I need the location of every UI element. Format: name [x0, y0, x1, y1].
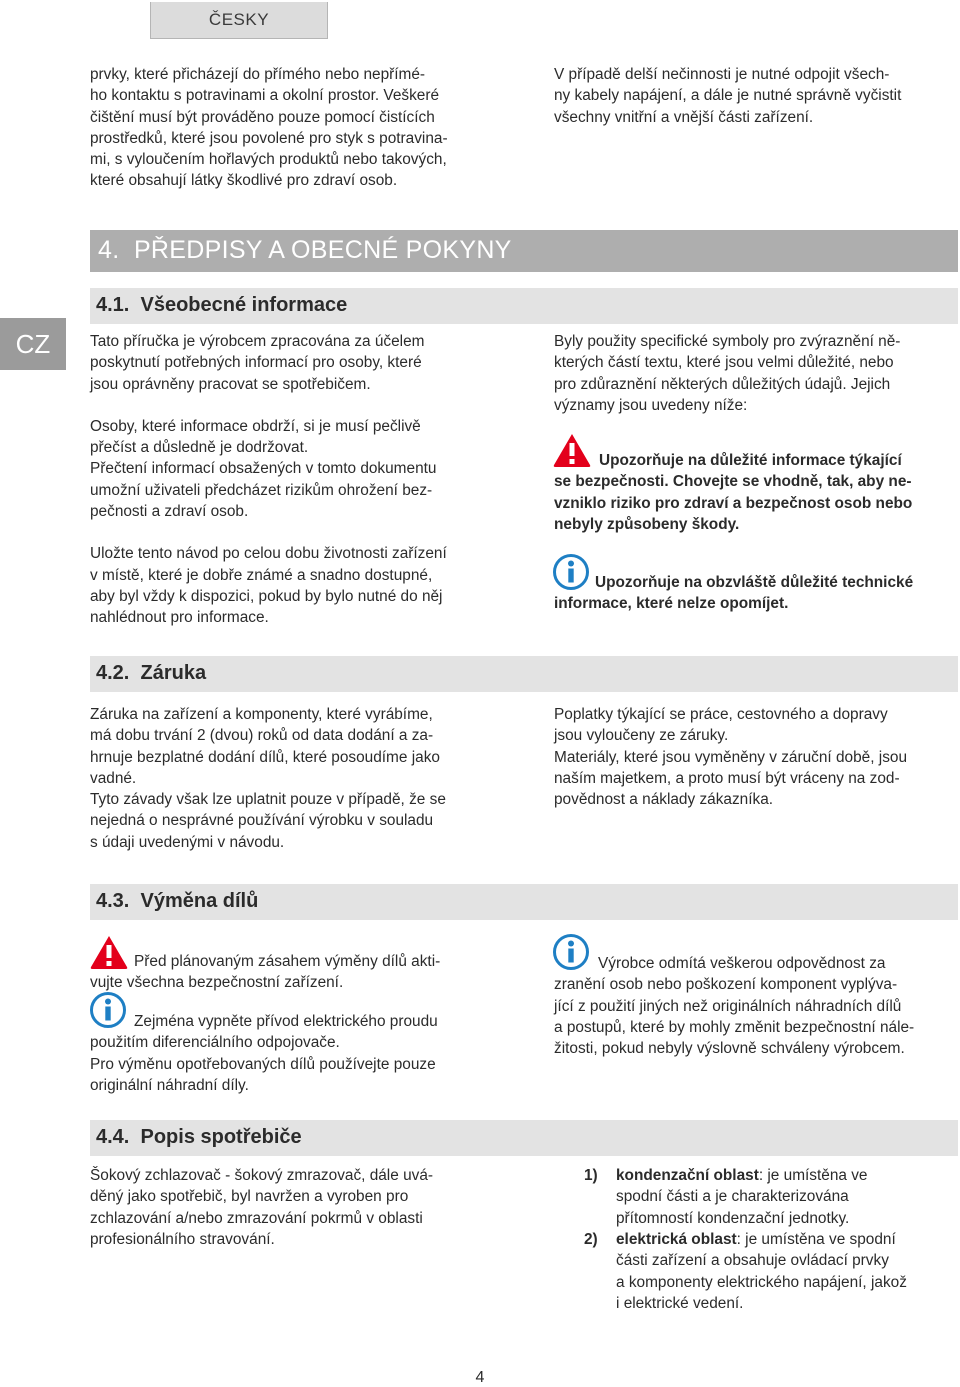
text-line: Záruka na zařízení a komponenty, které vyrábíme, — [90, 706, 433, 723]
text-line: mi, s vyloučením hořlavých produktů nebo takových, — [90, 151, 447, 169]
section-4-4-left — [90, 1165, 494, 1250]
list-text: spodní části a je charakterizována — [616, 1188, 849, 1206]
text-line: má dobu trvání 2 (dvou) roků od data dodání a za- — [90, 727, 434, 745]
info-line: použitím diferenciálního odpojovače. — [90, 1034, 340, 1052]
chapter-title — [98, 236, 512, 265]
text-line: nahlédnout pro informace. — [90, 609, 269, 627]
text-line: pro zdůraznění některých důležitých údajů. Jejich — [554, 375, 891, 393]
section-4-1-right — [554, 331, 958, 416]
text-line: přečíst a důsledně je dodržovat. — [90, 439, 309, 457]
paragraph — [90, 543, 494, 628]
section-4-3-title — [96, 890, 258, 913]
list-text: i elektrické vedení. — [616, 1294, 744, 1312]
text-line: děný jako spotřebič, byl navržen a vyroben pro — [90, 1188, 409, 1206]
text-line: Šokový zchlazovač - šokový zmrazovač, dále uvá- — [90, 1167, 434, 1184]
list-term: kondenzační oblast — [616, 1167, 759, 1184]
text-line: žitosti, pokud nebyly výslovně schváleny výrobcem. — [554, 1040, 905, 1058]
warning-line: Upozorňuje na důležité informace týkající — [599, 452, 902, 469]
text-line: Přečtení informací obsažených v tomto dokumentu — [90, 460, 437, 478]
text-line: jící z použití jiných než originálních náhradních dílů — [554, 997, 902, 1015]
section-title-text: Popis spotřebiče — [140, 1126, 302, 1148]
list-item-text — [616, 1229, 958, 1314]
info-line: informace, které nelze opomíjet. — [554, 595, 789, 613]
list-text: : je umístěna ve spodní — [736, 1231, 896, 1248]
text-line: prostředků, které jsou povolené pro styk s potravina- — [90, 129, 448, 147]
warning-line: se bezpečnosti. Chovejte se vhodně, tak, aby ne- — [554, 473, 912, 491]
intro-right-text — [554, 64, 958, 128]
list-text: a komponenty elektrického napájení, jakož — [616, 1273, 907, 1291]
text-line: poskytnutí potřebných informací pro osoby, které — [90, 354, 422, 372]
list-term: elektrická oblast — [616, 1231, 737, 1248]
text-line: všechny vnitřní a vnější části zařízení. — [554, 108, 814, 126]
text-line: kterých částí textu, které jsou velmi důležité, nebo — [554, 354, 894, 372]
info-line: Zejména vypněte přívod elektrického proudu — [134, 1013, 438, 1030]
text-line: a postupů, které by mohly změnit bezpečnostní nále- — [554, 1018, 915, 1036]
section-number: 4.3. — [96, 890, 130, 912]
section-4-2-left — [90, 704, 494, 853]
section-4-4-title — [96, 1126, 302, 1149]
text-line: jsou oprávněny pracovat se spotřebičem. — [90, 375, 371, 393]
section-4-2-right — [554, 704, 958, 810]
section-number: 4.2. — [96, 662, 130, 684]
info-note — [90, 1011, 494, 1096]
section-4-2-bar — [90, 656, 958, 692]
list-text: přítomností kondenzační jednotky. — [616, 1209, 850, 1227]
info-note — [554, 572, 958, 615]
chapter-number: 4. — [98, 236, 120, 264]
intro-right-column — [554, 64, 958, 128]
text-line: vadné. — [90, 769, 137, 787]
text-line: povědnost a náklady zákazníka. — [554, 791, 774, 809]
text-line: Materiály, které jsou vyměněny v záruční době, jsou — [554, 748, 908, 766]
text-line: pečnosti a zdraví osob. — [90, 503, 249, 521]
text-line: Tyto závady však lze uplatnit pouze v případě, že se — [90, 791, 446, 809]
warning-note — [90, 951, 494, 994]
chapter-title-text: PŘEDPISY A OBECNÉ POKYNY — [133, 236, 512, 264]
language-tab: ČESKY — [150, 2, 328, 39]
warning-line: nebyly způsobeny škody. — [554, 515, 740, 533]
paragraph — [90, 331, 494, 395]
section-title-text: Všeobecné informace — [140, 294, 348, 316]
section-4-3-right — [554, 953, 958, 1059]
warning-line: vzniklo riziko pro zdraví a bezpečnost osob nebo — [554, 494, 913, 512]
text-line: hrnuje bezplatné dodání dílů, které posoudíme jako — [90, 748, 440, 766]
text-line: naším majetkem, a proto musí být vráceny na zod- — [554, 769, 900, 787]
paragraph — [554, 704, 958, 810]
text-line: významy jsou uvedeny níže: — [554, 396, 748, 414]
text-line: aby byl vždy k dispozici, pokud by bylo nutné do něj — [90, 587, 443, 605]
list-number: 1) — [584, 1167, 598, 1184]
section-title-text: Výměna dílů — [140, 890, 259, 912]
section-number: 4.4. — [96, 1126, 130, 1148]
text-line: Tato příručka je výrobcem zpracována za účelem — [90, 333, 425, 350]
text-line: prvky, které přicházejí do přímého nebo nepřímé- — [90, 66, 426, 83]
warning-line: Před plánovaným zásahem výměny dílů akti- — [134, 953, 441, 970]
text-line: Osoby, které informace obdrží, si je musí pečlivě — [90, 417, 421, 435]
text-line: v místě, které je dobře známé a snadno dostupné, — [90, 566, 433, 584]
text-line: které obsahují látky škodlivé pro zdraví osob. — [90, 172, 398, 190]
text-line: čištění musí být prováděno pouze pomocí čistících — [90, 108, 435, 126]
intro-left-column — [90, 64, 490, 192]
list-text: : je umístěna ve — [758, 1167, 868, 1184]
intro-left-text — [90, 64, 490, 192]
component-list — [584, 1165, 958, 1315]
text-line: Poplatky týkající se práce, cestovného a dopravy — [554, 706, 888, 723]
warning-line: vujte všechna bezpečnostní zařízení. — [90, 974, 344, 992]
paragraph — [554, 331, 958, 416]
text-line: s údaji uvedenými v návodu. — [90, 833, 285, 851]
section-4-2-title — [96, 662, 206, 685]
section-4-1-title — [96, 294, 347, 317]
paragraph — [90, 416, 494, 522]
paragraph — [90, 704, 494, 853]
section-number: 4.1. — [96, 294, 130, 316]
text-line: jsou vyloučeny ze záruky. — [554, 727, 729, 745]
text-line: ny kabely napájení, a dále je nutné správně vyčistit — [554, 87, 902, 105]
info-line: Pro výměnu opotřebovaných dílů používejte pouze — [90, 1055, 436, 1073]
text-line: zranění osob nebo poškození komponent vyplýva- — [554, 976, 898, 994]
text-line: Výrobce odmítá veškerou odpovědnost za — [598, 955, 886, 972]
list-text: části zařízení a obsahuje ovládací prvky — [616, 1252, 889, 1270]
text-line: Byly použity specifické symboly pro zvýraznění ně- — [554, 333, 901, 350]
list-item-text — [616, 1165, 958, 1229]
section-4-1-left — [90, 331, 494, 629]
paragraph — [90, 1165, 494, 1250]
list-number: 2) — [584, 1231, 598, 1248]
text-line: nejedná o nesprávné používání výrobku v souladu — [90, 812, 434, 830]
text-line: V případě delší nečinnosti je nutné odpojit všech- — [554, 66, 890, 83]
text-line: zchlazování a/nebo zmrazování pokrmů v oblasti — [90, 1209, 423, 1227]
info-line: originální náhradní díly. — [90, 1076, 249, 1094]
info-line: Upozorňuje na obzvláště důležité technické — [595, 574, 914, 591]
section-title-text: Záruka — [140, 662, 207, 684]
page-number: 4 — [475, 1369, 485, 1386]
text-line: umožní uživateli předcházet rizikům ohrožení bez- — [90, 481, 433, 499]
language-side-tab: CZ — [0, 318, 66, 370]
warning-note — [554, 450, 958, 535]
text-line: ho kontaktu s potravinami a okolní prostor. Veškeré — [90, 87, 440, 105]
text-line: Uložte tento návod po celou dobu životnosti zařízení — [90, 545, 447, 563]
text-line: profesionálního stravování. — [90, 1230, 275, 1248]
